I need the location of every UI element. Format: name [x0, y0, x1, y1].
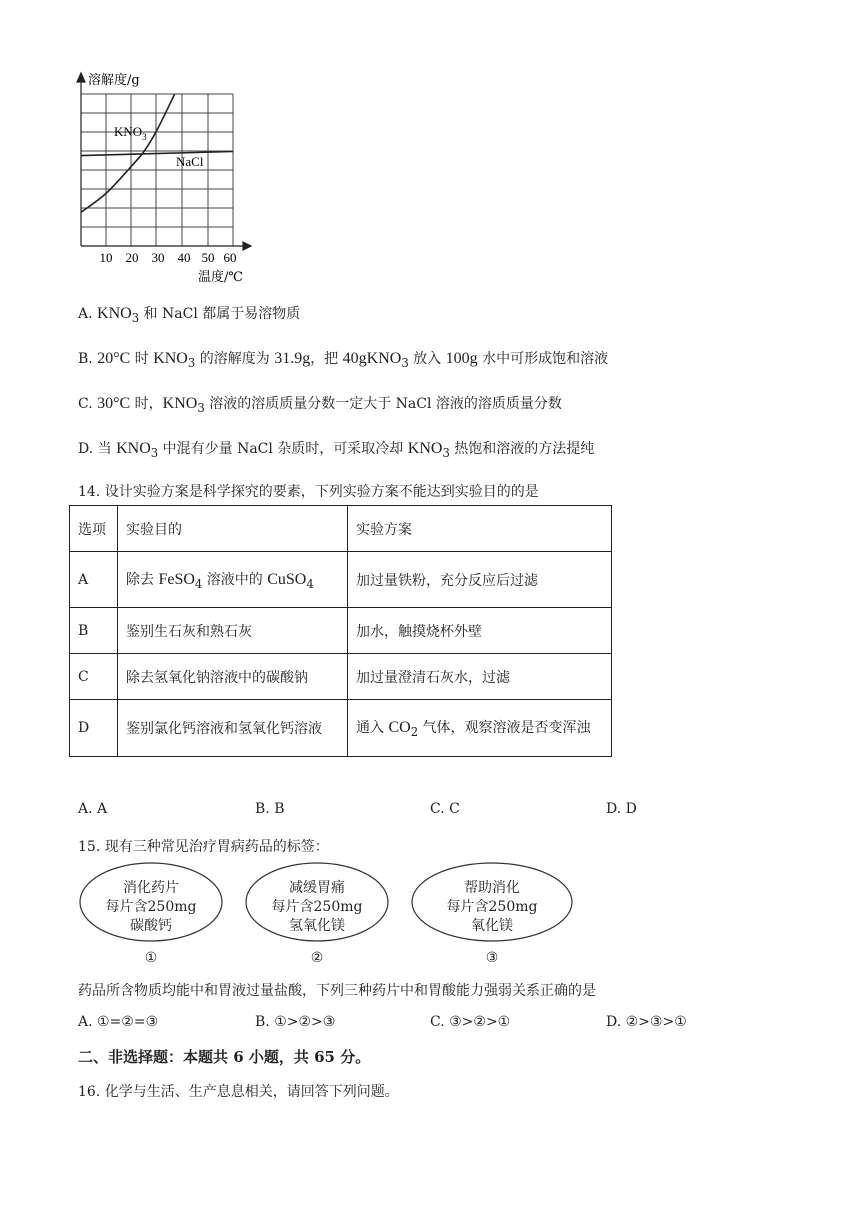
x-tick-label: 40: [177, 250, 191, 265]
value: 40gKNO: [342, 350, 402, 367]
medicine-label-name: 减缓胃痛: [289, 880, 345, 896]
medicine-label-substance: 氧化镁: [471, 918, 513, 934]
text: 溶液的溶质质量分数一定大于 NaCl 溶液的溶质质量分数: [204, 396, 562, 412]
plan-cell: 加过量澄清石灰水，过滤: [348, 654, 612, 700]
section-heading: 二、非选择题：本题共 6 小题，共 65 分。: [78, 1048, 371, 1066]
text: 的溶解度为: [195, 351, 275, 367]
q15-option-b[interactable]: B. ①>②>③: [255, 1014, 336, 1030]
plan-cell: 加过量铁粉，充分反应后过滤: [348, 552, 612, 608]
value: 100g: [445, 350, 478, 367]
q14-option-b[interactable]: B. B: [255, 801, 285, 817]
goal-cell: 鉴别生石灰和熟石灰: [118, 608, 348, 654]
x-tick-label: 60: [223, 250, 237, 265]
text: 中混有少量 NaCl 杂质时，可采取冷却: [158, 441, 408, 457]
text: A.: [78, 306, 98, 322]
subscript: 3: [150, 445, 159, 460]
subscript: 3: [197, 400, 205, 415]
q15-option-c[interactable]: C. ③>②>①: [430, 1014, 511, 1030]
formula: KNO: [162, 395, 198, 412]
q13-option-c[interactable]: [78, 393, 562, 415]
value: 30°C: [97, 395, 131, 412]
medicine-label-dose: 每片含250mg: [446, 899, 538, 915]
q14-option-d[interactable]: D. D: [606, 801, 637, 817]
medicine-label-name: 消化药片: [123, 880, 179, 896]
option-cell: A: [70, 552, 118, 608]
text: 水中可形成饱和溶液: [477, 351, 609, 367]
medicine-label-number: ①: [144, 950, 158, 966]
x-tick-label: 10: [99, 250, 113, 265]
plan-cell: 加水，触摸烧杯外壁: [348, 608, 612, 654]
x-axis-label: 温度/℃: [198, 270, 243, 285]
table-row: [70, 608, 612, 654]
medicine-labels: [0, 860, 860, 970]
kno3-label-text: KNO: [114, 124, 143, 139]
text: 气体，观察溶液是否变浑浊: [418, 720, 591, 737]
medicine-label-substance: 碳酸钙: [130, 918, 172, 934]
q15-question: 药品所含物质均能中和胃液过量盐酸，下列三种药片中和胃酸能力强弱关系正确的是: [78, 983, 596, 999]
x-tick-label: 30: [151, 250, 165, 265]
formula: KNO: [116, 440, 151, 457]
q13-option-b[interactable]: [78, 348, 608, 370]
q14-stem: 14. 设计实验方案是科学探究的要素，下列实验方案不能达到实验目的的是: [78, 484, 539, 500]
medicine-label-name: 帮助消化: [464, 880, 520, 896]
table-row: [70, 552, 612, 608]
table-header-row: [70, 506, 612, 552]
q14-option-a[interactable]: A. A: [78, 801, 108, 817]
text: 时，: [130, 396, 163, 412]
text: 和 NaCl 都属于易溶物质: [139, 306, 301, 322]
formula: FeSO: [158, 570, 195, 588]
q16-stem: 16. 化学与生活、生产息息相关，请回答下列问题。: [78, 1084, 399, 1100]
header-cell: 实验目的: [118, 506, 348, 552]
nacl-label: NaCl: [176, 154, 204, 169]
q15-stem: 15. 现有三种常见治疗胃病药品的标签：: [78, 839, 329, 855]
q13-option-d[interactable]: [78, 438, 594, 460]
table-row: [70, 654, 612, 700]
value: 31.9g: [274, 350, 311, 367]
formula: KNO: [97, 305, 132, 322]
medicine-label-number: ③: [485, 950, 499, 966]
experiment-table: [69, 505, 612, 757]
text: D. 当: [78, 441, 117, 457]
x-tick-label: 20: [125, 250, 139, 265]
subscript: 3: [131, 310, 140, 325]
medicine-label-number: ②: [310, 950, 324, 966]
text: 热饱和溶液的方法提纯: [449, 441, 595, 457]
text: ，把: [310, 351, 343, 367]
table-row: [70, 700, 612, 757]
chart-axes: [77, 73, 251, 250]
option-cell: C: [70, 654, 118, 700]
option-cell: D: [70, 700, 118, 757]
header-cell: 选项: [70, 506, 118, 552]
q13-option-a[interactable]: [78, 303, 300, 325]
text: 溶液中的: [202, 571, 268, 588]
medicine-label-substance: 氢氧化镁: [289, 918, 345, 934]
subscript: 4: [306, 576, 314, 591]
goal-cell: [118, 552, 348, 608]
text: 除去: [126, 571, 159, 588]
subscript: 2: [410, 724, 419, 739]
text: 通入: [356, 720, 389, 737]
q15-option-a[interactable]: A. ①=②=③: [78, 1014, 159, 1030]
formula: KNO: [153, 350, 188, 367]
formula: KNO: [407, 440, 443, 457]
subscript: 3: [187, 355, 196, 370]
y-axis-label: 溶解度/g: [88, 73, 140, 88]
goal-cell: 除去氢氧化钠溶液中的碳酸钠: [118, 654, 348, 700]
option-cell: B: [70, 608, 118, 654]
subscript: 3: [442, 445, 450, 460]
text: B.: [78, 351, 98, 367]
text: 时: [130, 351, 154, 367]
goal-cell: 鉴别氯化钙溶液和氢氧化钙溶液: [118, 700, 348, 757]
formula: CO: [388, 719, 411, 737]
plan-cell: [348, 700, 612, 757]
text: 放入: [408, 351, 446, 367]
q15-option-d[interactable]: D. ②>③>①: [606, 1014, 687, 1030]
kno3-label-sub: 3: [142, 132, 147, 142]
nacl-curve: [81, 152, 233, 156]
chart-grid: [81, 94, 233, 246]
text: C.: [78, 396, 98, 412]
header-cell: 实验方案: [348, 506, 612, 552]
value: 20°C: [97, 350, 131, 367]
solubility-chart: [0, 0, 860, 290]
q14-option-c[interactable]: C. C: [430, 801, 460, 817]
subscript: 4: [194, 576, 203, 591]
medicine-label-dose: 每片含250mg: [105, 899, 197, 915]
x-tick-label: 50: [201, 250, 215, 265]
medicine-label-dose: 每片含250mg: [271, 899, 363, 915]
formula: CuSO: [267, 570, 307, 588]
subscript: 3: [401, 355, 409, 370]
